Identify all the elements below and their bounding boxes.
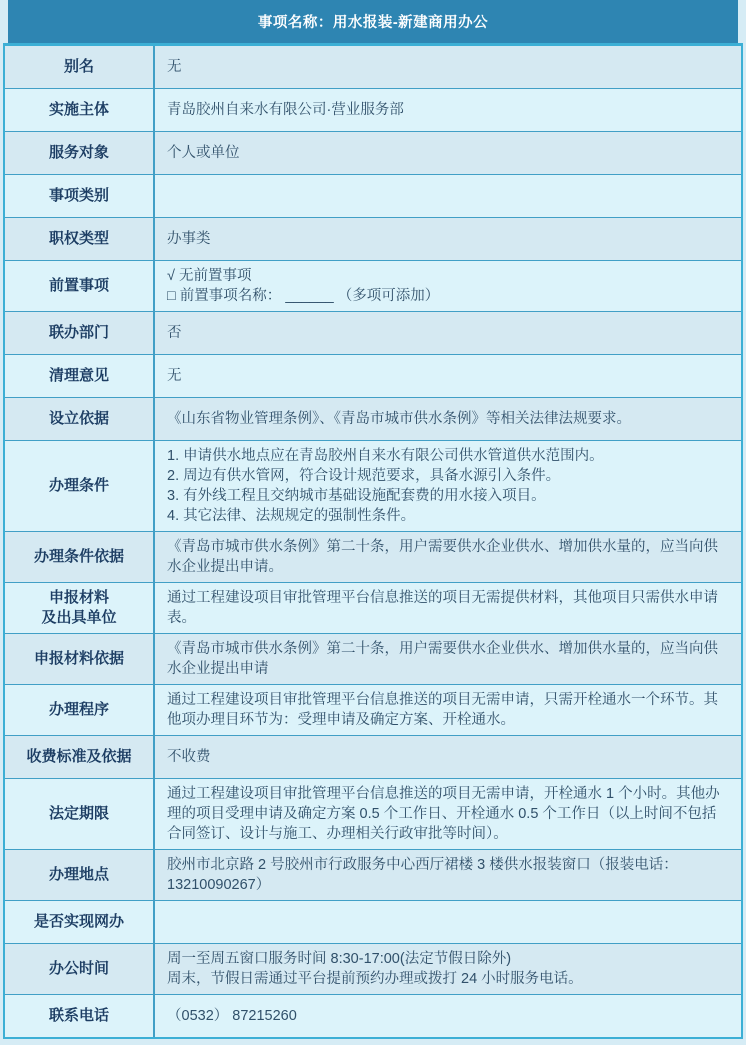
row-value [155,779,741,849]
row-value [155,355,741,397]
row-value-line: 个人或单位 [167,145,240,161]
row-value [155,944,741,994]
row-value [155,583,741,633]
row-label [5,218,153,260]
row-value-line: 否 [167,325,182,341]
page-title: 事项名称：用水报装-新建商用办公 [257,15,489,31]
row-label-line: 事项类别 [48,187,109,204]
table-row [5,583,741,633]
row-label [5,398,153,440]
row-label-line: 办理条件依据 [33,548,124,565]
row-value [155,175,741,217]
row-label [5,532,153,582]
table-row [5,46,741,88]
row-label [5,355,153,397]
row-label-line: 实施主体 [48,101,109,118]
service-info-table [3,43,743,1039]
row-value [155,685,741,735]
row-value-line: 无 [167,59,182,75]
table-row [5,355,741,397]
table-row [5,441,741,531]
row-label-line: 清理意见 [48,367,109,384]
row-value [155,132,741,174]
row-value-line: 无 [167,368,182,384]
row-label [5,995,153,1037]
row-value [155,634,741,684]
row-value [155,46,741,88]
row-value-line: □ 前置事项名称： ______ （多项可添加） [167,288,440,304]
row-label-line: 办理程序 [48,701,109,718]
table-row [5,175,741,217]
row-label [5,779,153,849]
row-label [5,685,153,735]
row-value-line: 《青岛市城市供水条例》第二十条，用户需要供水企业供水、增加供水量的，应当向供水企业提出申请 [167,641,718,677]
row-value-line: 3. 有外线工程且交纳城市基础设施配套费的用水接入项目。 [167,488,546,504]
row-value-line: √ 无前置事项 [167,268,252,284]
table-row [5,89,741,131]
row-label [5,132,153,174]
row-value [155,901,741,943]
row-value-line: 《山东省物业管理条例》、《青岛市城市供水条例》等相关法律法规要求。 [167,411,631,427]
row-label [5,583,153,633]
row-value [155,312,741,354]
table-title-bar [8,0,738,43]
row-label-line: 是否实现网办 [33,913,124,930]
row-value-line: 4. 其它法律、法规规定的强制性条件。 [167,508,416,524]
table-row [5,901,741,943]
row-label [5,901,153,943]
row-label-line: 办理地点 [48,866,109,883]
table-row [5,398,741,440]
row-label-line: 联办部门 [48,324,109,341]
row-label [5,261,153,311]
table-row [5,995,741,1037]
row-value-line: 青岛胶州自来水有限公司·营业服务部 [167,102,404,118]
row-value-line: 1. 申请供水地点应在青岛胶州自来水有限公司供水管道供水范围内。 [167,448,604,464]
row-value-line: 《青岛市城市供水条例》第二十条，用户需要供水企业供水、增加供水量的，应当向供水企业提出申请。 [167,539,718,575]
table-row [5,736,741,778]
row-value [155,89,741,131]
row-label-line: 及出具单位 [41,609,117,626]
table-row [5,779,741,849]
row-label [5,89,153,131]
row-value-line: 胶州市北京路 2 号胶州市行政服务中心西厅裙楼 3 楼供水报装窗口（报装电话：13210090267） [167,857,678,893]
row-label-line: 前置事项 [48,277,109,294]
row-value [155,532,741,582]
row-value [155,736,741,778]
table-row [5,634,741,684]
row-value [155,398,741,440]
row-label-line: 法定期限 [48,805,109,822]
row-value [155,850,741,900]
row-label-line: 职权类型 [48,230,109,247]
row-label-line: 联系电话 [48,1007,109,1024]
table-row [5,532,741,582]
row-label [5,441,153,531]
table-row [5,685,741,735]
row-value-line: 不收费 [167,749,211,765]
row-value-line: 2. 周边有供水管网，符合设计规范要求，具备水源引入条件。 [167,468,561,484]
row-label-line: 申报材料 [48,589,109,606]
row-label-line: 办公时间 [48,960,109,977]
row-label-line: 设立依据 [48,410,109,427]
row-label [5,312,153,354]
table-row [5,218,741,260]
row-value-line: （0532） 87215260 [167,1008,297,1024]
row-value-line: 通过工程建设项目审批管理平台信息推送的项目无需申请，只需开栓通水一个环节。其他项办理目环节为：受理申请及确定方案、开栓通水。 [167,692,718,728]
row-label [5,634,153,684]
row-value-line: 周末，节假日需通过平台提前预约办理或拨打 24 小时服务电话。 [167,971,583,987]
row-label [5,736,153,778]
row-value [155,441,741,531]
row-label-line: 服务对象 [48,144,109,161]
row-label [5,175,153,217]
table-row [5,132,741,174]
row-value-line: 通过工程建设项目审批管理平台信息推送的项目无需申请，开栓通水 1 个小时。其他办理的项目受理申请及确定方案 0.5 个工作日、开栓通水 0.5 个工作日（以上时间不包括合同签订、设计与施工、办理相关行政审批等时间）。 [167,786,720,842]
table-row [5,312,741,354]
row-label-line: 办理条件 [48,477,109,494]
row-label-line: 收费标准及依据 [26,748,132,765]
row-value [155,218,741,260]
row-label-line: 申报材料依据 [33,650,124,667]
table-row [5,261,741,311]
table-row [5,850,741,900]
row-label [5,944,153,994]
row-value-line: 办事类 [167,231,211,247]
row-label-line: 别名 [63,58,94,75]
row-value-line: 周一至周五窗口服务时间 8:30-17:00(法定节假日除外) [167,951,512,967]
row-value-line: 通过工程建设项目审批管理平台信息推送的项目无需提供材料，其他项目只需供水申请表。 [167,590,718,626]
row-label [5,46,153,88]
row-value [155,261,741,311]
row-value [155,995,741,1037]
table-row [5,944,741,994]
row-label [5,850,153,900]
